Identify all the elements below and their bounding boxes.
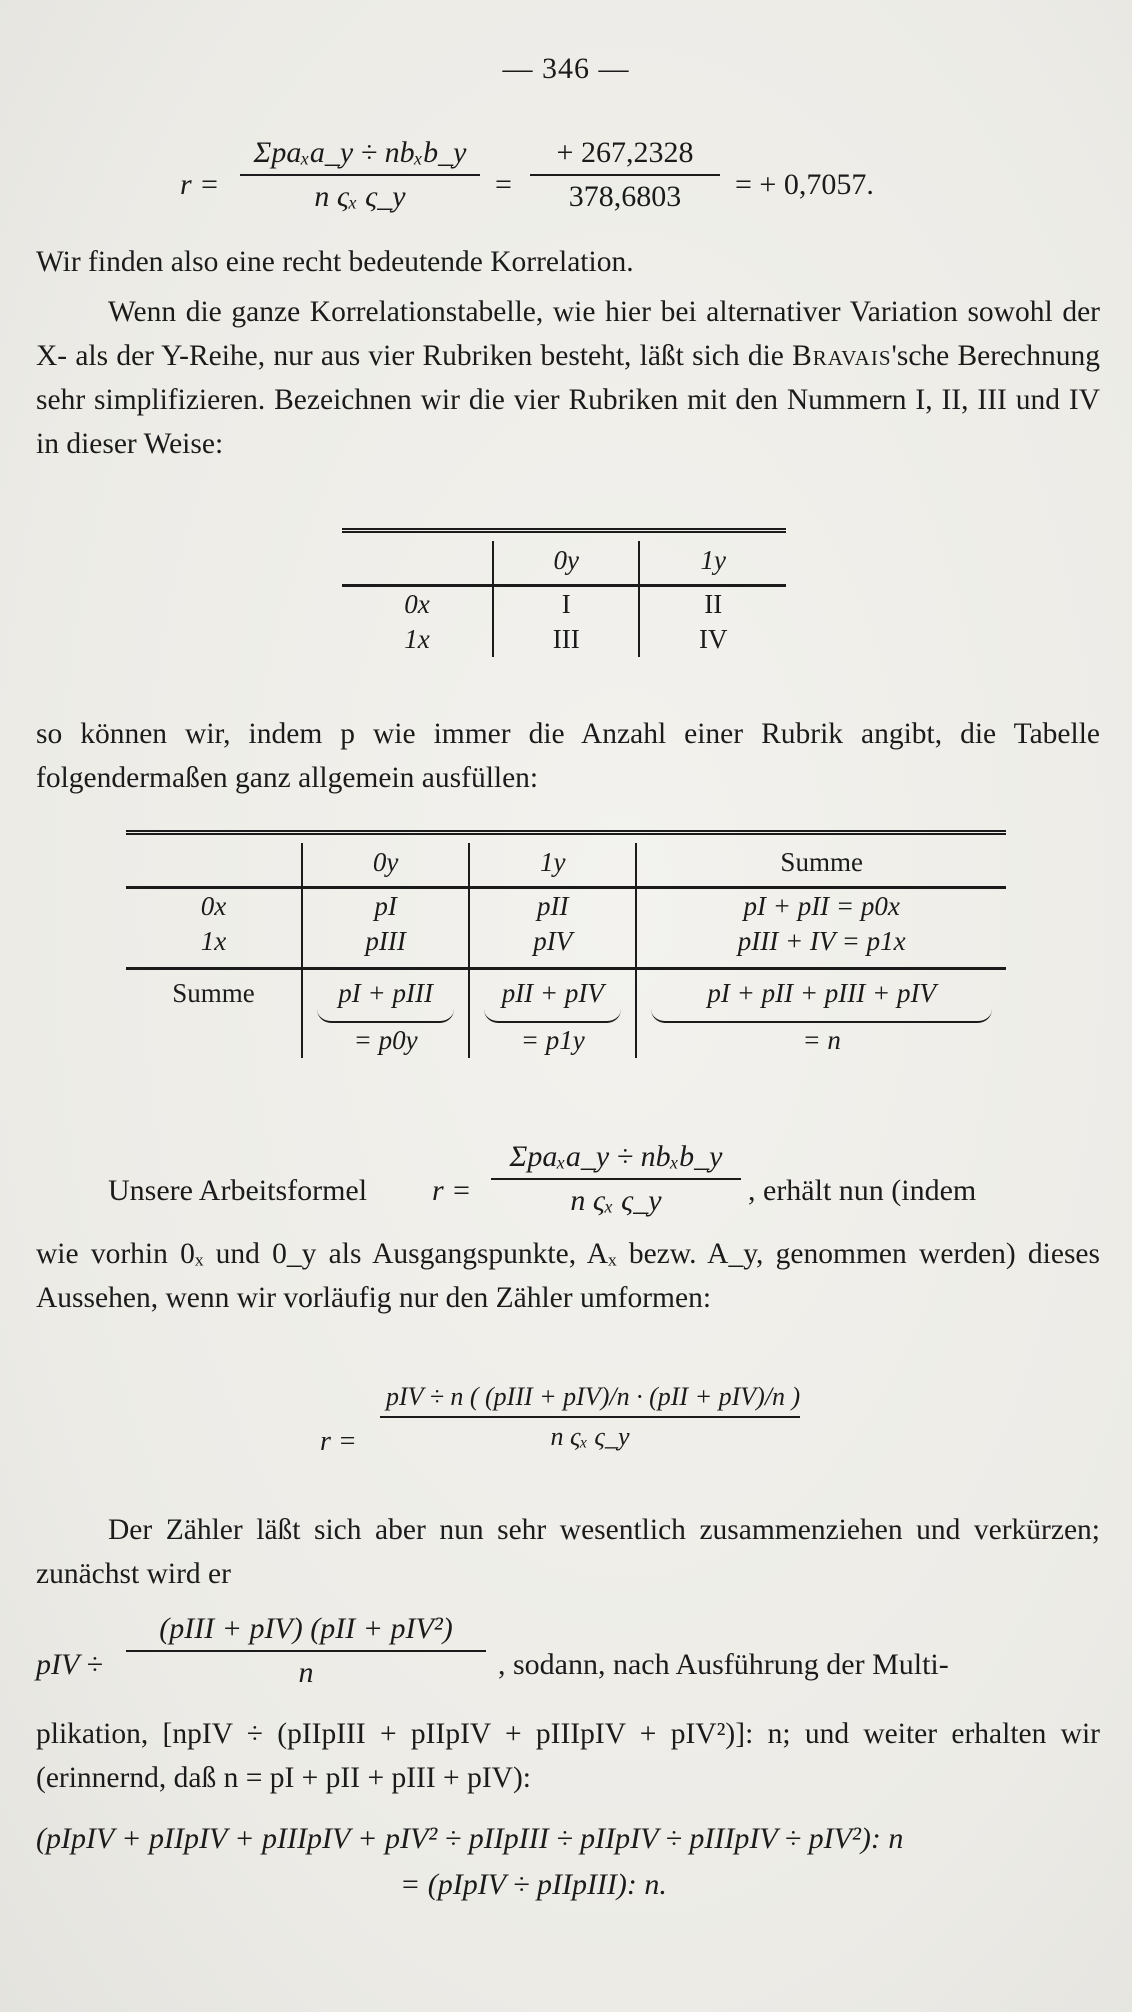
- table-cell: II: [639, 586, 786, 623]
- formula-fraction-symbolic: [240, 136, 480, 214]
- col-header: 0y: [302, 843, 469, 888]
- paragraph-5: wie vorhin 0ₓ und 0_y als Ausgangspunkte, Aₓ bezw. A_y, genommen werden) dieses Aussehen, wenn wir vorläufig nur den Zähler umformen:: [36, 1238, 1100, 1314]
- formula-result: = + 0,7057.: [735, 168, 874, 201]
- col-header: Summe: [636, 843, 1006, 888]
- fraction-denominator: 378,6803: [568, 180, 682, 213]
- formula-lhs: r =: [432, 1174, 472, 1207]
- table-cell: IV: [639, 622, 786, 657]
- brace: [317, 1009, 454, 1023]
- row-label: 1x: [200, 926, 227, 956]
- fraction-numerator: pIV ÷ n ( (pIII + pIV)/n · (pII + pIV)/n ): [380, 1382, 800, 1418]
- table-cell: pIV: [469, 924, 636, 969]
- sum-cell: pI + pIII = p0y: [302, 969, 469, 1059]
- formula-lead: pIV ÷: [36, 1648, 103, 1681]
- final-equation-line-2: = (pIpIV ÷ pIIpIII): n.: [400, 1868, 667, 1901]
- col-header: 1y: [469, 843, 636, 888]
- fraction-numerator: Σpaₓa_y ÷ nbₓb_y: [240, 136, 480, 176]
- table-rule: [126, 830, 1006, 843]
- table-cell: pII: [469, 888, 636, 925]
- sum-cell: pI + pII + pIII + pIV = n: [636, 969, 1006, 1059]
- paragraph-4: [36, 1130, 1100, 1230]
- brace: [484, 1009, 621, 1023]
- col-header: 1y: [639, 541, 786, 586]
- formula-4: [36, 1610, 1100, 1700]
- formula-fraction: [126, 1612, 486, 1690]
- formula-fraction: [491, 1140, 741, 1218]
- table-cell: III: [493, 622, 640, 657]
- fraction-denominator: n ςₓ ς_y: [550, 1422, 630, 1451]
- col-header: 0y: [493, 541, 640, 586]
- formula-fraction-numeric: [530, 136, 720, 214]
- general-table: [126, 830, 1006, 1058]
- paragraph-6: Der Zähler läßt sich aber nun sehr wesentlich zusammenziehen und verkürzen; zunächst wird er: [36, 1514, 1100, 1590]
- row-label: 0x: [200, 891, 227, 921]
- equals-sign: =: [495, 168, 512, 201]
- fraction-denominator: n ςₓ ς_y: [570, 1184, 662, 1217]
- paragraph-3: so können wir, indem p wie immer die Anzahl einer Rubrik angibt, die Tabelle folgendermaßen ganz allgemein ausfüllen:: [36, 718, 1100, 794]
- correlation-formula: [180, 130, 940, 230]
- fraction-denominator: n ςₓ ς_y: [314, 180, 406, 213]
- formula-fraction: [380, 1382, 800, 1452]
- table-cell: pI: [302, 888, 469, 925]
- fraction-denominator: n: [298, 1656, 314, 1689]
- row-label: 1x: [404, 624, 430, 654]
- brace: [651, 1009, 992, 1023]
- table-rule: [342, 528, 786, 541]
- paragraph-7: plikation, [npIV ÷ (pIIpIII + pIIpIV + pIIIpIV + pIV²)]: n; und weiter erhalten wir (erinnernd, daß n = pI + pII + pIII + pIV):: [36, 1718, 1100, 1794]
- sum-cell: pII + pIV = p1y: [469, 969, 636, 1059]
- formula-lhs: r =: [180, 168, 220, 201]
- fraction-numerator: (pIII + pIV) (pII + pIV²): [126, 1612, 486, 1652]
- text: Unsere Arbeitsformel: [108, 1174, 368, 1207]
- author-name: Bravais: [792, 340, 892, 372]
- row-label: 0x: [404, 589, 430, 619]
- rubric-table: [342, 528, 786, 657]
- table-cell: I: [493, 586, 640, 623]
- paragraph-2: Wenn die ganze Korrelationstabelle, wie hier bei alternativer Variation sowohl der X- als der Y-Reihe, nur aus vier Rubriken besteht, läßt sich die Bravais'sche Berechnung sehr simplifizieren. Bezeichnen wir die vier Rubriken mit den Nummern I, II, III und IV in dieser Weise:: [36, 296, 1101, 460]
- final-equation-line-1: (pIpIV + pIIpIV + pIIIpIV + pIV² ÷ pIIpIII ÷ pIIpIV ÷ pIIIpIV ÷ pIV²): n: [36, 1822, 904, 1855]
- page-number: — 346 —: [502, 52, 630, 85]
- formula-3: [320, 1380, 820, 1490]
- fraction-numerator: + 267,2328: [530, 136, 720, 176]
- table-cell: pI + pII = p0x: [636, 888, 1006, 925]
- text: , sodann, nach Ausführung der Multi-: [498, 1648, 949, 1681]
- paragraph-1: Wir finden also eine recht bedeutende Korrelation.: [36, 246, 634, 278]
- table-cell: pIII + IV = p1x: [636, 924, 1006, 969]
- sum-label: Summe: [126, 969, 302, 1059]
- formula-lhs: r =: [320, 1426, 357, 1457]
- table-cell: pIII: [302, 924, 469, 969]
- text: , erhält nun (indem: [748, 1174, 977, 1207]
- fraction-numerator: Σpaₓa_y ÷ nbₓb_y: [491, 1140, 741, 1180]
